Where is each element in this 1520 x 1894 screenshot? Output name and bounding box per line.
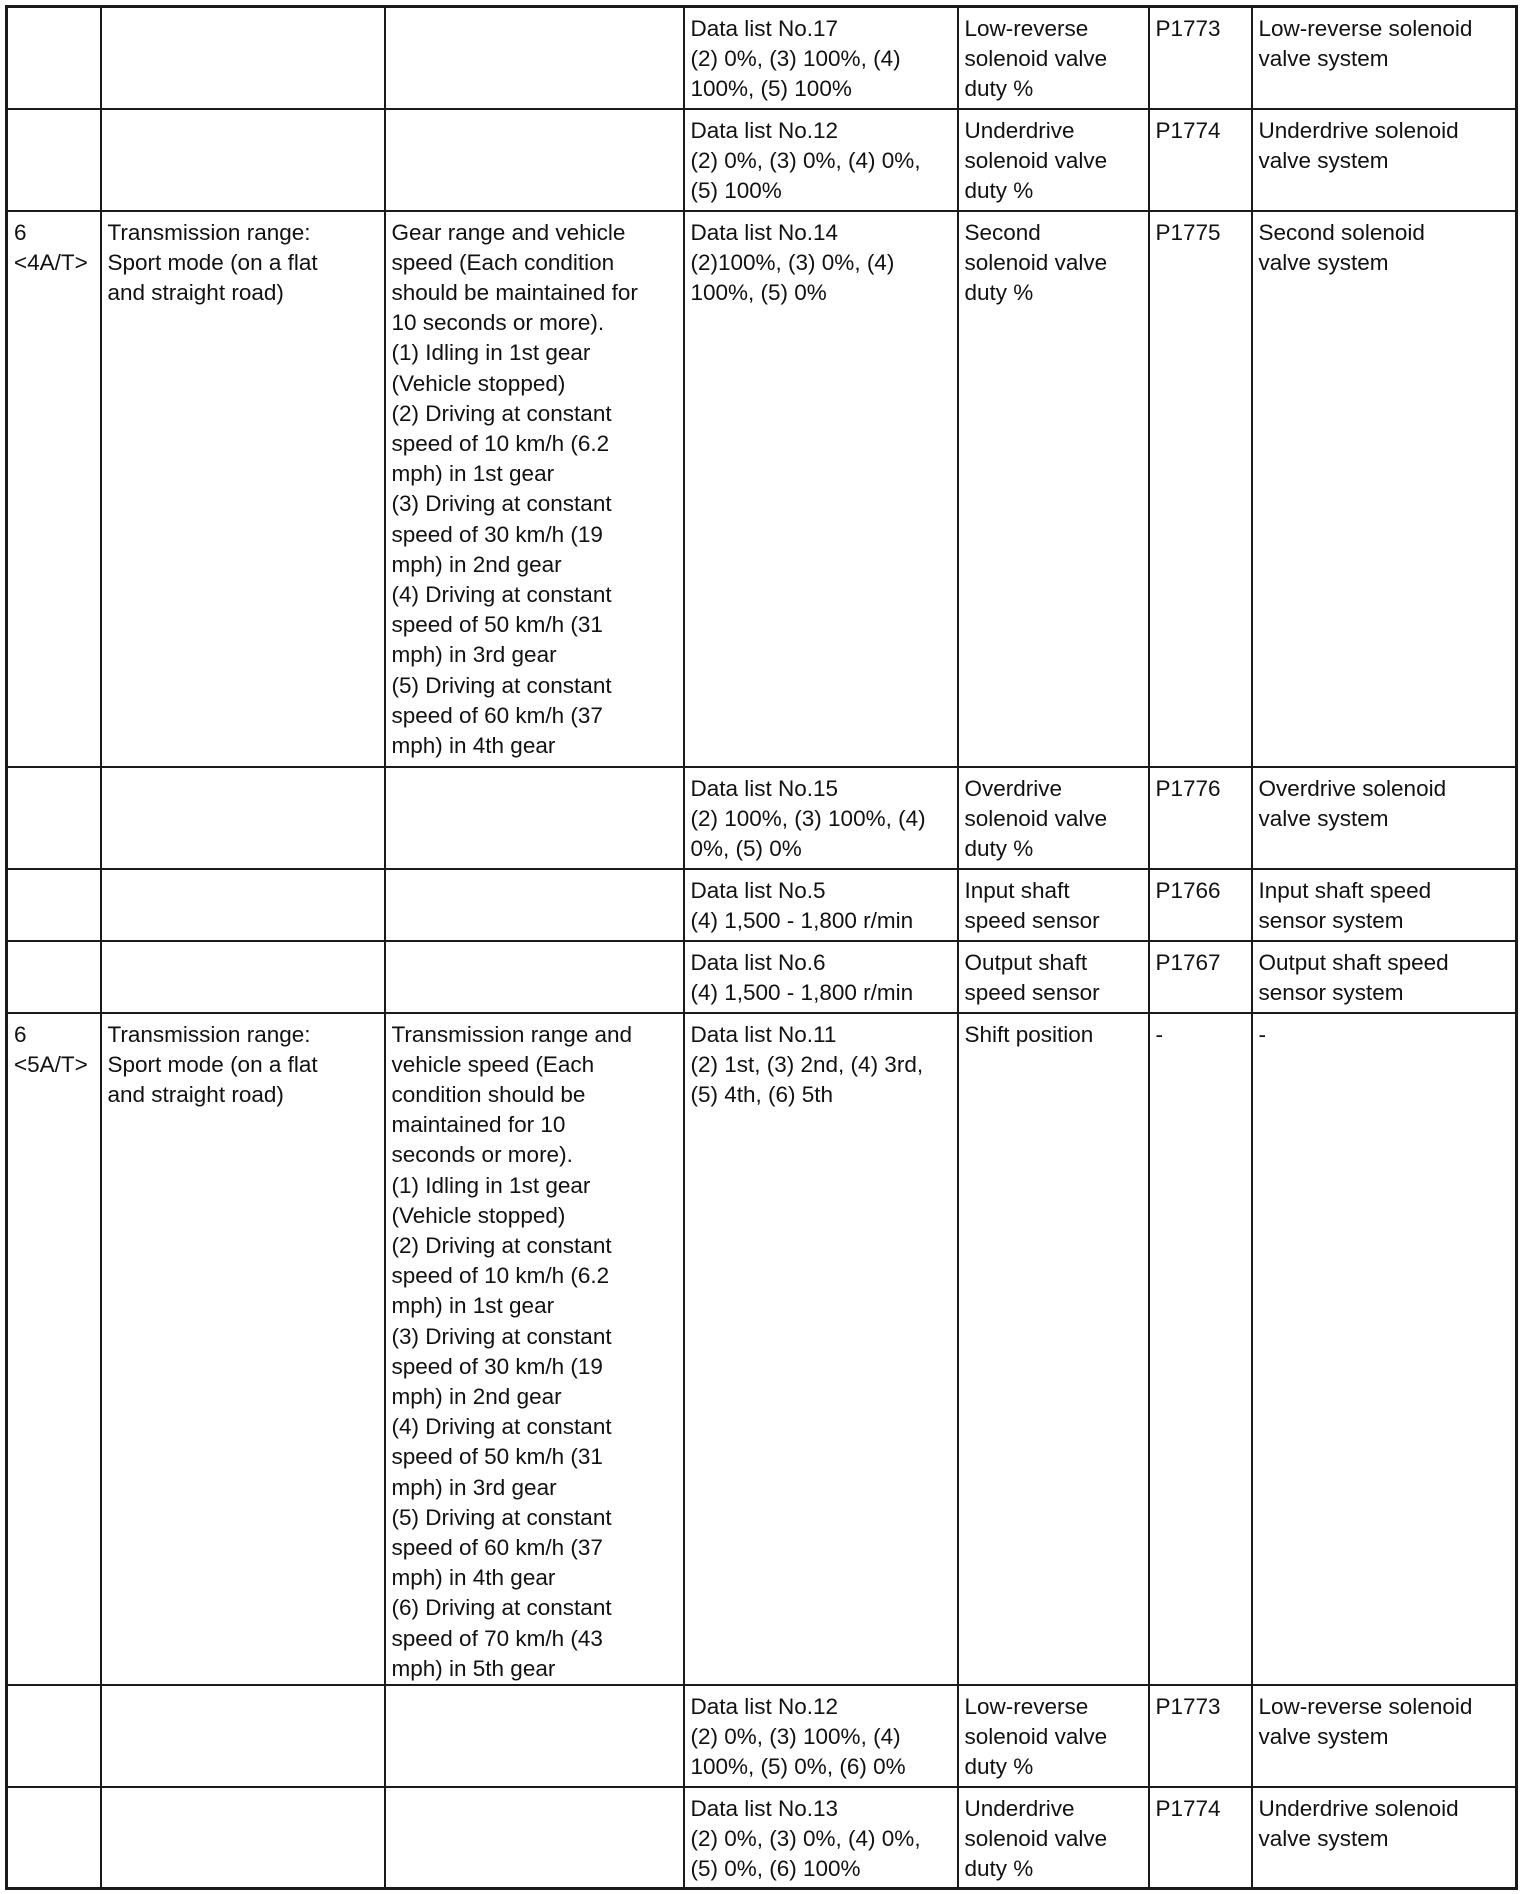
inspection-table-page	[5, 5, 1515, 1890]
cell-text-line: (3) Driving at constant	[391, 1323, 612, 1349]
system-cell	[1252, 211, 1517, 767]
table-row	[7, 767, 1517, 869]
cell-text-line: P1776	[1155, 775, 1221, 801]
cell-text-line: Data list No.11	[690, 1021, 837, 1047]
cell-text-line: 6	[14, 219, 27, 245]
cell-text-line: (2) 0%, (3) 0%, (4) 0%,	[690, 1826, 921, 1852]
number-cell	[7, 1685, 101, 1787]
number-cell	[7, 767, 101, 869]
cell-text-line: duty %	[964, 76, 1034, 102]
table-row	[7, 211, 1517, 767]
item-cell	[958, 7, 1149, 109]
data-list-cell	[684, 941, 958, 1013]
data-list-cell	[684, 211, 958, 767]
number-cell	[7, 7, 101, 109]
cell-text-line: (2)100%, (3) 0%, (4)	[690, 249, 895, 275]
cell-text-line: Underdrive solenoid	[1258, 117, 1459, 143]
cell-text-line: Data list No.14	[690, 219, 839, 245]
cell-text-line: (2) 1st, (3) 2nd, (4) 3rd,	[690, 1051, 924, 1077]
cell-text-line: 0%, (5) 0%	[690, 835, 802, 861]
condition-cell	[101, 109, 385, 211]
item-cell	[958, 109, 1149, 211]
test-condition-cell	[385, 1787, 684, 1889]
item-cell	[958, 1013, 1149, 1685]
system-cell	[1252, 1685, 1517, 1787]
cell-text-line: mph) in 1st gear	[391, 1293, 555, 1319]
test-condition-cell	[385, 869, 684, 941]
cell-text-line: speed of 10 km/h (6.2	[391, 430, 610, 456]
cell-text-line: solenoid valve	[964, 1826, 1108, 1852]
cell-text-line: Transmission range:	[107, 219, 311, 245]
cell-text-line: Low-reverse solenoid	[1258, 1693, 1473, 1719]
data-list-cell	[684, 1013, 958, 1685]
cell-text-line: (5) 4th, (6) 5th	[690, 1081, 834, 1107]
cell-text-line: speed sensor	[964, 979, 1100, 1005]
cell-text-line: 100%, (5) 100%	[690, 76, 852, 102]
cell-text-line: seconds or more).	[391, 1142, 573, 1168]
cell-text-line: speed of 30 km/h (19	[391, 1353, 603, 1379]
cell-text-line: Underdrive	[964, 117, 1075, 143]
condition-cell	[101, 1787, 385, 1889]
table-row	[7, 1685, 1517, 1787]
table-row	[7, 941, 1517, 1013]
cell-text-line: condition should be	[391, 1081, 586, 1107]
cell-text-line: (6) Driving at constant	[391, 1595, 612, 1621]
dtc-code-cell	[1149, 767, 1252, 869]
cell-text-line: solenoid valve	[964, 1724, 1108, 1750]
cell-text-line: duty %	[964, 1754, 1034, 1780]
cell-text-line: speed sensor	[964, 907, 1100, 933]
cell-text-line: and straight road)	[107, 279, 284, 305]
cell-text-line: solenoid valve	[964, 46, 1108, 72]
cell-text-line: Sport mode (on a flat	[107, 1051, 318, 1077]
condition-cell	[101, 767, 385, 869]
cell-text-line: (1) Idling in 1st gear	[391, 340, 591, 366]
cell-text-line: Overdrive	[964, 775, 1063, 801]
cell-text-line: mph) in 3rd gear	[391, 642, 557, 668]
data-list-cell	[684, 109, 958, 211]
cell-text-line: mph) in 4th gear	[391, 732, 556, 758]
data-list-inspection-table	[5, 5, 1518, 1890]
system-cell	[1252, 869, 1517, 941]
cell-text-line: mph) in 2nd gear	[391, 551, 562, 577]
dtc-code-cell	[1149, 869, 1252, 941]
cell-text-line: Underdrive	[964, 1795, 1075, 1821]
cell-text-line: -	[1155, 1021, 1163, 1047]
data-list-cell	[684, 1685, 958, 1787]
system-cell	[1252, 1013, 1517, 1685]
table-row	[7, 109, 1517, 211]
cell-text-line: Input shaft	[964, 877, 1070, 903]
dtc-code-cell	[1149, 1685, 1252, 1787]
cell-text-line: (2) 0%, (3) 100%, (4)	[690, 46, 901, 72]
cell-text-line: 10 seconds or more).	[391, 310, 605, 336]
cell-text-line: duty %	[964, 177, 1034, 203]
cell-text-line: solenoid valve	[964, 147, 1108, 173]
item-cell	[958, 767, 1149, 869]
test-condition-cell	[385, 941, 684, 1013]
dtc-code-cell	[1149, 109, 1252, 211]
cell-text-line: Sport mode (on a flat	[107, 249, 318, 275]
item-cell	[958, 1787, 1149, 1889]
dtc-code-cell	[1149, 1013, 1252, 1685]
cell-text-line: Low-reverse solenoid	[1258, 16, 1473, 41]
number-cell	[7, 1013, 101, 1685]
cell-text-line: Data list No.6	[690, 949, 826, 975]
data-list-cell	[684, 7, 958, 109]
cell-text-line: (4) 1,500 - 1,800 r/min	[690, 907, 914, 933]
cell-text-line: mph) in 5th gear	[391, 1655, 556, 1681]
cell-text-line: 100%, (5) 0%	[690, 279, 827, 305]
cell-text-line: and straight road)	[107, 1081, 284, 1107]
cell-text-line: Output shaft speed	[1258, 949, 1449, 975]
test-condition-cell	[385, 109, 684, 211]
test-condition-cell	[385, 767, 684, 869]
cell-text-line: Transmission range and	[391, 1021, 633, 1047]
cell-text-line: P1774	[1155, 117, 1221, 143]
item-cell	[958, 869, 1149, 941]
cell-text-line: solenoid valve	[964, 805, 1108, 831]
cell-text-line: (3) Driving at constant	[391, 491, 612, 517]
cell-text-line: Underdrive solenoid	[1258, 1795, 1459, 1821]
cell-text-line: P1775	[1155, 219, 1221, 245]
cell-text-line: Data list No.13	[690, 1795, 839, 1821]
table-row	[7, 7, 1517, 109]
cell-text-line: speed of 60 km/h (37	[391, 702, 603, 728]
system-cell	[1252, 767, 1517, 869]
cell-text-line: P1766	[1155, 877, 1221, 903]
data-list-cell	[684, 1787, 958, 1889]
cell-text-line: should be maintained for	[391, 279, 638, 305]
cell-text-line: (2) 100%, (3) 100%, (4)	[690, 805, 926, 831]
cell-text-line: speed of 50 km/h (31	[391, 1444, 603, 1470]
item-cell	[958, 211, 1149, 767]
cell-text-line: Low-reverse	[964, 16, 1089, 41]
cell-text-line: P1774	[1155, 1795, 1221, 1821]
number-cell	[7, 1787, 101, 1889]
cell-text-line: valve system	[1258, 249, 1389, 275]
data-list-cell	[684, 869, 958, 941]
cell-text-line: (2) 0%, (3) 0%, (4) 0%,	[690, 147, 921, 173]
cell-text-line: P1767	[1155, 949, 1221, 975]
dtc-code-cell	[1149, 211, 1252, 767]
table-row	[7, 1013, 1517, 1685]
cell-text-line: duty %	[964, 835, 1034, 861]
cell-text-line: (Vehicle stopped)	[391, 370, 566, 396]
dtc-code-cell	[1149, 1787, 1252, 1889]
cell-text-line: Input shaft speed	[1258, 877, 1432, 903]
cell-text-line: speed (Each condition	[391, 249, 615, 275]
cell-text-line: Overdrive solenoid	[1258, 775, 1447, 801]
cell-text-line: valve system	[1258, 46, 1389, 72]
cell-text-line: (2) 0%, (3) 100%, (4)	[690, 1724, 901, 1750]
condition-cell	[101, 211, 385, 767]
cell-text-line: speed of 30 km/h (19	[391, 521, 603, 547]
dtc-code-cell	[1149, 7, 1252, 109]
condition-cell	[101, 7, 385, 109]
table-row	[7, 1787, 1517, 1889]
cell-text-line: duty %	[964, 1856, 1034, 1882]
cell-text-line: <4A/T>	[14, 249, 88, 275]
cell-text-line: Transmission range:	[107, 1021, 311, 1047]
cell-text-line: Data list No.15	[690, 775, 839, 801]
table-row	[7, 869, 1517, 941]
cell-text-line: valve system	[1258, 147, 1389, 173]
test-condition-cell	[385, 211, 684, 767]
cell-text-line: speed of 50 km/h (31	[391, 612, 603, 638]
test-condition-cell	[385, 7, 684, 109]
cell-text-line: mph) in 3rd gear	[391, 1474, 557, 1500]
cell-text-line: (4) 1,500 - 1,800 r/min	[690, 979, 914, 1005]
cell-text-line: Data list No.5	[690, 877, 826, 903]
system-cell	[1252, 7, 1517, 109]
cell-text-line: P1773	[1155, 16, 1221, 41]
cell-text-line: -	[1258, 1021, 1266, 1047]
cell-text-line: valve system	[1258, 1724, 1389, 1750]
condition-cell	[101, 941, 385, 1013]
dtc-code-cell	[1149, 941, 1252, 1013]
data-list-cell	[684, 767, 958, 869]
system-cell	[1252, 109, 1517, 211]
condition-cell	[101, 1013, 385, 1685]
cell-text-line: (5) 100%	[690, 177, 782, 203]
cell-text-line: P1773	[1155, 1693, 1221, 1719]
condition-cell	[101, 1685, 385, 1787]
number-cell	[7, 869, 101, 941]
cell-text-line: speed of 60 km/h (37	[391, 1534, 603, 1560]
cell-text-line: duty %	[964, 279, 1034, 305]
cell-text-line: sensor system	[1258, 907, 1404, 933]
cell-text-line: speed of 10 km/h (6.2	[391, 1263, 610, 1289]
cell-text-line: sensor system	[1258, 979, 1404, 1005]
cell-text-line: (5) Driving at constant	[391, 672, 612, 698]
cell-text-line: (4) Driving at constant	[391, 581, 612, 607]
cell-text-line: (2) Driving at constant	[391, 1232, 612, 1258]
cell-text-line: Data list No.12	[690, 1693, 839, 1719]
system-cell	[1252, 1787, 1517, 1889]
cell-text-line: solenoid valve	[964, 249, 1108, 275]
cell-text-line: speed of 70 km/h (43	[391, 1625, 603, 1651]
cell-text-line: Second solenoid	[1258, 219, 1425, 245]
cell-text-line: Shift position	[964, 1021, 1094, 1047]
cell-text-line: (5) Driving at constant	[391, 1504, 612, 1530]
cell-text-line: (2) Driving at constant	[391, 400, 612, 426]
cell-text-line: mph) in 1st gear	[391, 461, 555, 487]
item-cell	[958, 941, 1149, 1013]
test-condition-cell	[385, 1013, 684, 1685]
condition-cell	[101, 869, 385, 941]
cell-text-line: (1) Idling in 1st gear	[391, 1172, 591, 1198]
cell-text-line: Output shaft	[964, 949, 1088, 975]
number-cell	[7, 941, 101, 1013]
cell-text-line: mph) in 2nd gear	[391, 1383, 562, 1409]
cell-text-line: Low-reverse	[964, 1693, 1089, 1719]
cell-text-line: 6	[14, 1021, 27, 1047]
cell-text-line: 100%, (5) 0%, (6) 0%	[690, 1754, 906, 1780]
system-cell	[1252, 941, 1517, 1013]
cell-text-line: maintained for 10	[391, 1112, 566, 1138]
cell-text-line: Gear range and vehicle	[391, 219, 626, 245]
cell-text-line: valve system	[1258, 1826, 1389, 1852]
cell-text-line: mph) in 4th gear	[391, 1565, 556, 1591]
number-cell	[7, 211, 101, 767]
cell-text-line: (5) 0%, (6) 100%	[690, 1856, 861, 1882]
item-cell	[958, 1685, 1149, 1787]
cell-text-line: <5A/T>	[14, 1051, 88, 1077]
number-cell	[7, 109, 101, 211]
cell-text-line: valve system	[1258, 805, 1389, 831]
cell-text-line: Data list No.12	[690, 117, 839, 143]
cell-text-line: (Vehicle stopped)	[391, 1202, 566, 1228]
cell-text-line: (4) Driving at constant	[391, 1414, 612, 1440]
cell-text-line: Second	[964, 219, 1041, 245]
cell-text-line: Data list No.17	[690, 16, 839, 41]
test-condition-cell	[385, 1685, 684, 1787]
cell-text-line: vehicle speed (Each	[391, 1051, 595, 1077]
